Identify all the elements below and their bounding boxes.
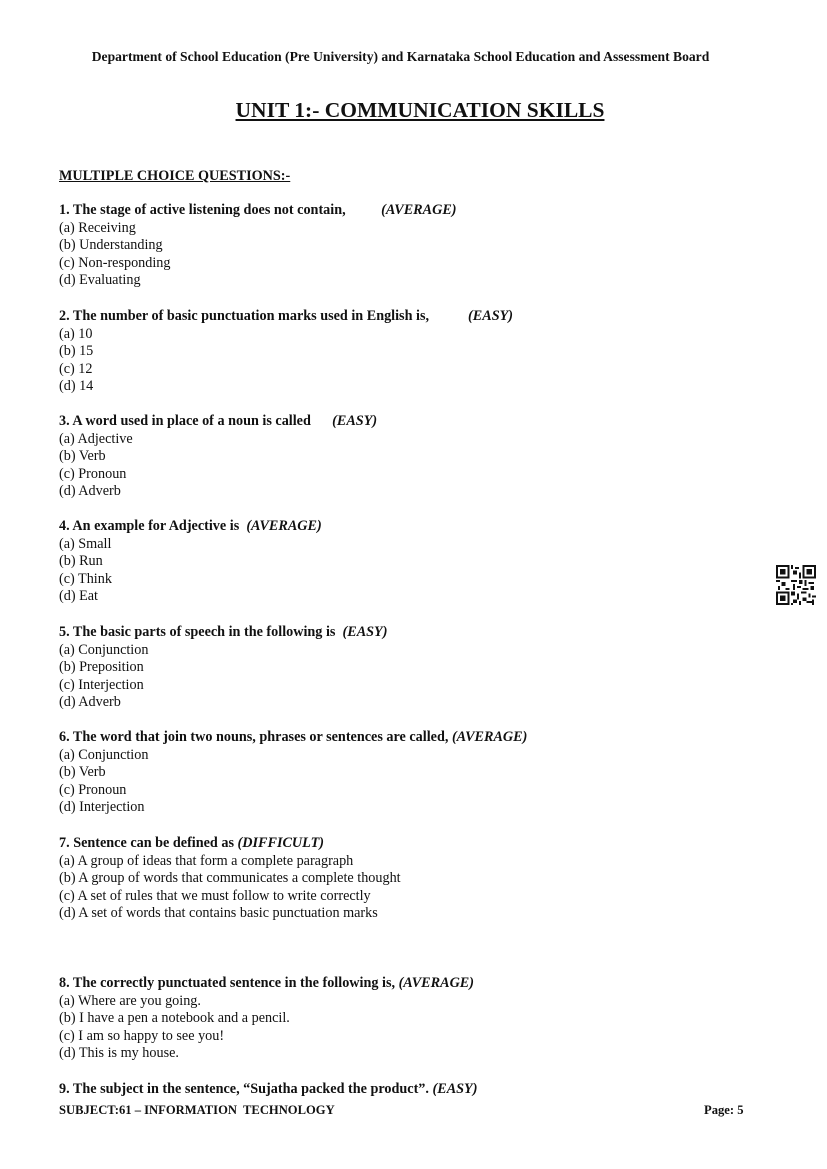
option: (d) A set of words that contains basic punctuation marks bbox=[59, 905, 378, 922]
option: (b) Preposition bbox=[59, 659, 144, 676]
option: (c) Think bbox=[59, 570, 112, 587]
option: (b) Verb bbox=[59, 764, 106, 781]
question-text: 9. The subject in the sentence, “Sujatha packed the product”. bbox=[59, 1081, 433, 1097]
option: (d) Eat bbox=[59, 588, 98, 605]
option: (d) Adverb bbox=[59, 483, 121, 500]
option: (d) Interjection bbox=[59, 799, 145, 816]
difficulty-label: (EASY) bbox=[432, 1081, 478, 1097]
question-text: 7. Sentence can be defined as bbox=[59, 835, 238, 851]
difficulty-label: (AVERAGE) bbox=[381, 202, 457, 218]
qr-code-icon bbox=[776, 565, 816, 605]
option: (a) A group of ideas that form a complete paragraph bbox=[59, 852, 354, 869]
option: (d) Adverb bbox=[59, 694, 121, 711]
option: (c) I am so happy to see you! bbox=[59, 1027, 225, 1044]
question-text: 4. An example for Adjective is bbox=[59, 518, 247, 534]
option: (a) Conjunction bbox=[59, 641, 149, 658]
question-text: 8. The correctly punctuated sentence in the following is, bbox=[59, 975, 399, 991]
question-8 bbox=[59, 975, 474, 1063]
question-text: 6. The word that join two nouns, phrases or sentences are called, bbox=[59, 729, 452, 745]
option: (c) Pronoun bbox=[59, 781, 127, 798]
question-7 bbox=[59, 835, 401, 923]
difficulty-label: (DIFFICULT) bbox=[237, 835, 324, 851]
option: (a) Receiving bbox=[59, 219, 136, 236]
option: (a) 10 bbox=[59, 325, 93, 342]
question-text: 3. A word used in place of a noun is called bbox=[59, 413, 333, 429]
option: (b) Verb bbox=[59, 448, 106, 465]
option: (c) Pronoun bbox=[59, 465, 127, 482]
option: (a) Adjective bbox=[59, 430, 133, 447]
page-header: Department of School Education (Pre University) and Karnataka School Education and Assessment Board bbox=[91, 49, 710, 64]
question-6 bbox=[59, 729, 527, 817]
question-text: 1. The stage of active listening does not contain, bbox=[59, 202, 382, 218]
option: (a) Where are you going. bbox=[59, 992, 201, 1009]
option: (b) I have a pen a notebook and a pencil. bbox=[59, 1010, 290, 1027]
option: (c) Interjection bbox=[59, 676, 144, 693]
option: (d) This is my house. bbox=[59, 1045, 179, 1062]
question-2 bbox=[59, 308, 513, 396]
option: (a) Conjunction bbox=[59, 746, 149, 763]
footer-subject: SUBJECT:61 – INFORMATION TECHNOLOGY bbox=[59, 1103, 335, 1117]
question-9 bbox=[59, 1081, 477, 1099]
question-5 bbox=[59, 624, 387, 712]
option: (b) Run bbox=[59, 553, 103, 570]
option: (c) Non-responding bbox=[59, 254, 171, 271]
option: (d) Evaluating bbox=[59, 272, 141, 289]
question-1 bbox=[59, 202, 457, 290]
option: (c) A set of rules that we must follow to write correctly bbox=[59, 887, 371, 904]
difficulty-label: (AVERAGE) bbox=[398, 975, 474, 991]
difficulty-label: (EASY) bbox=[332, 413, 378, 429]
option: (b) A group of words that communicates a complete thought bbox=[59, 870, 401, 887]
option: (a) Small bbox=[59, 535, 112, 552]
difficulty-label: (AVERAGE) bbox=[451, 729, 528, 745]
page-title: UNIT 1:- COMMUNICATION SKILLS bbox=[235, 98, 605, 122]
difficulty-label: (EASY) bbox=[468, 308, 513, 324]
option: (b) Understanding bbox=[59, 237, 163, 254]
footer-page-number: Page: 5 bbox=[704, 1103, 744, 1117]
question-3 bbox=[59, 413, 377, 501]
question-text: 5. The basic parts of speech in the following is bbox=[59, 624, 343, 640]
difficulty-label: (AVERAGE) bbox=[246, 518, 322, 534]
difficulty-label: (EASY) bbox=[342, 624, 388, 640]
question-4 bbox=[59, 518, 322, 606]
section-title: MULTIPLE CHOICE QUESTIONS:- bbox=[59, 168, 291, 184]
option: (c) 12 bbox=[59, 360, 93, 377]
option: (b) 15 bbox=[59, 343, 94, 360]
question-text: 2. The number of basic punctuation marks used in English is, bbox=[59, 308, 469, 324]
option: (d) 14 bbox=[59, 378, 94, 395]
